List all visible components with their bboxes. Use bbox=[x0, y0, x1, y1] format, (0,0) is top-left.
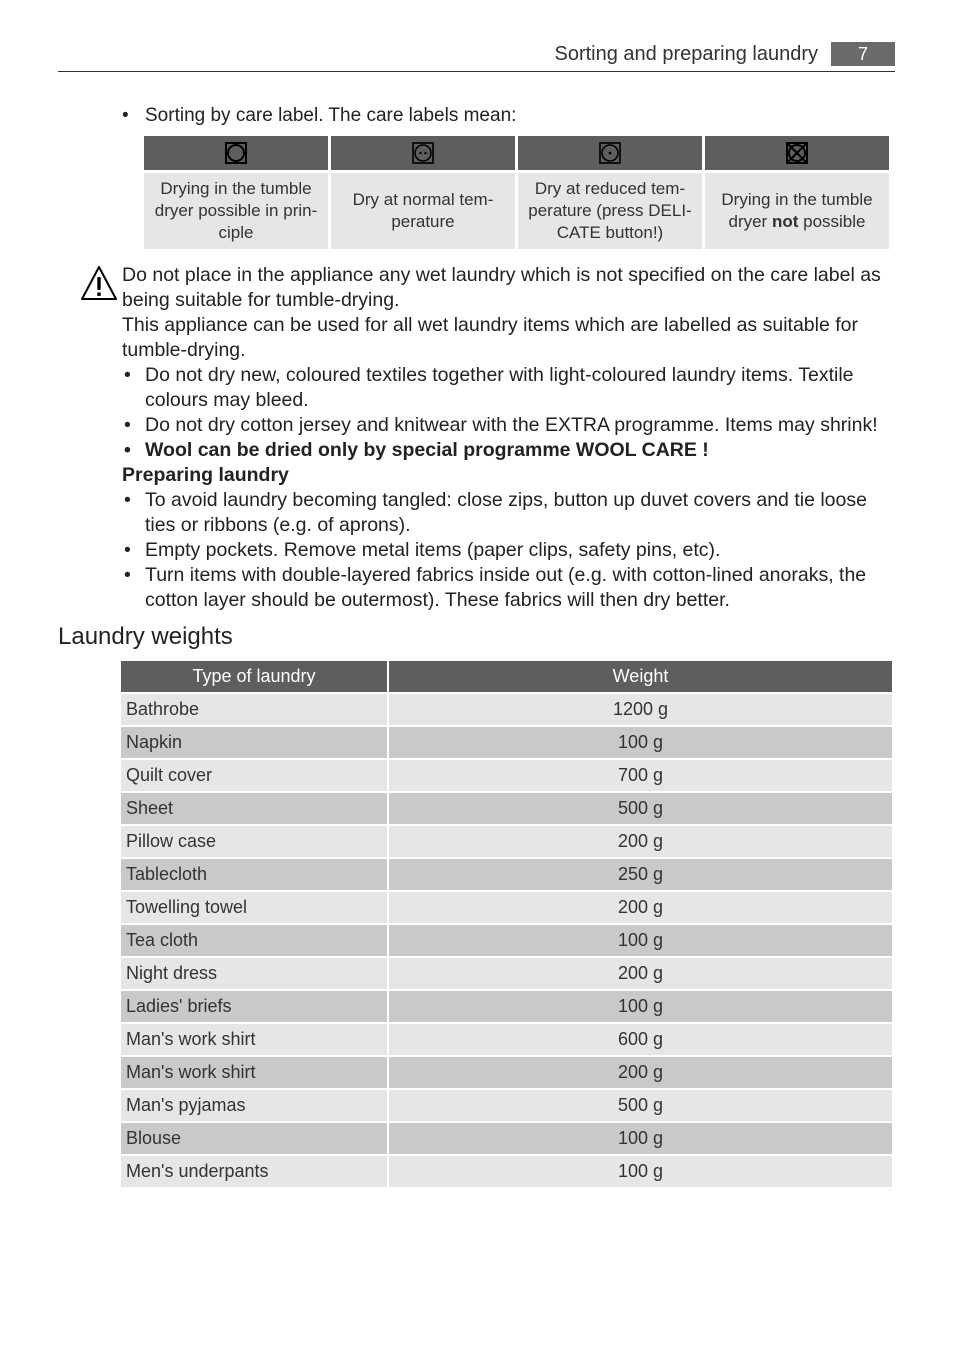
tumble-dry-icon bbox=[224, 141, 248, 165]
laundry-type-cell: Tablecloth bbox=[121, 859, 387, 890]
warning-block bbox=[80, 263, 900, 613]
care-icon-cell bbox=[331, 136, 515, 173]
table-row bbox=[121, 958, 892, 989]
care-text-cell bbox=[518, 173, 702, 249]
bullet-icon: • bbox=[122, 105, 129, 126]
list-item: • Wool can be dried only by special programme WOOL CARE ! bbox=[122, 438, 900, 463]
laundry-weight-cell: 200 g bbox=[389, 892, 892, 923]
care-text-row bbox=[144, 173, 889, 249]
no-tumble-dry-icon bbox=[785, 141, 809, 165]
table-row bbox=[121, 925, 892, 956]
laundry-weights-table bbox=[119, 659, 894, 1189]
section-header-title: Sorting and preparing laundry bbox=[554, 43, 818, 65]
table-row bbox=[121, 694, 892, 725]
laundry-weight-cell: 200 g bbox=[389, 958, 892, 989]
table-row bbox=[121, 991, 892, 1022]
table-row bbox=[121, 727, 892, 758]
table-row bbox=[121, 892, 892, 923]
table-row bbox=[121, 1090, 892, 1121]
preparing-bullets bbox=[122, 488, 900, 613]
laundry-weight-cell: 100 g bbox=[389, 1123, 892, 1154]
laundry-type-cell: Tea cloth bbox=[121, 925, 387, 956]
list-item: • Turn items with double-layered fabrics inside out (e.g. with cotton-lined anoraks, the cotton layer should be outermost). These fabrics will then dry better. bbox=[122, 563, 900, 613]
care-label-text: Dry at normal tem-perature bbox=[352, 190, 494, 231]
laundry-weight-cell: 500 g bbox=[389, 1090, 892, 1121]
laundry-type-cell: Pillow case bbox=[121, 826, 387, 857]
tumble-dry-normal-icon bbox=[411, 141, 435, 165]
care-text-cell bbox=[144, 173, 328, 249]
laundry-weight-cell: 200 g bbox=[389, 1057, 892, 1088]
care-text-cell bbox=[705, 173, 889, 249]
warning-text bbox=[122, 263, 900, 613]
laundry-weight-cell: 250 g bbox=[389, 859, 892, 890]
laundry-type-cell: Bathrobe bbox=[121, 694, 387, 725]
care-label-text: Drying in the tumble dryer bbox=[721, 190, 873, 231]
intro-text: Sorting by care label. The care labels mean: bbox=[145, 105, 517, 126]
laundry-weight-cell: 700 g bbox=[389, 760, 892, 791]
care-icon-cell bbox=[144, 136, 328, 173]
care-icon-cell bbox=[705, 136, 889, 173]
table-row bbox=[121, 1057, 892, 1088]
care-label-table bbox=[141, 136, 892, 249]
table-row bbox=[121, 1156, 892, 1187]
laundry-type-cell: Man's work shirt bbox=[121, 1057, 387, 1088]
laundry-weight-cell: 200 g bbox=[389, 826, 892, 857]
preparing-laundry-heading: Preparing laundry bbox=[122, 464, 289, 486]
warning-paragraph: Do not place in the appliance any wet laundry which is not specified on the care label as being suitable for tumble-drying. bbox=[122, 264, 881, 311]
warning-bullets bbox=[122, 363, 900, 463]
laundry-type-cell: Man's pyjamas bbox=[121, 1090, 387, 1121]
table-row bbox=[121, 793, 892, 824]
laundry-type-cell: Night dress bbox=[121, 958, 387, 989]
page-header bbox=[58, 40, 895, 72]
care-text-cell bbox=[331, 173, 515, 249]
laundry-type-cell: Towelling towel bbox=[121, 892, 387, 923]
care-label-text: Dry at reduced tem-perature (press DELI-CATE button!) bbox=[528, 179, 692, 242]
table-row bbox=[121, 826, 892, 857]
laundry-type-cell: Sheet bbox=[121, 793, 387, 824]
laundry-type-cell: Ladies' briefs bbox=[121, 991, 387, 1022]
list-item: • Do not dry cotton jersey and knitwear with the EXTRA programme. Items may shrink! bbox=[122, 413, 900, 438]
tumble-dry-reduced-icon bbox=[598, 141, 622, 165]
laundry-type-cell: Man's work shirt bbox=[121, 1024, 387, 1055]
column-header-weight: Weight bbox=[389, 661, 892, 692]
laundry-weight-cell: 100 g bbox=[389, 991, 892, 1022]
column-header-type: Type of laundry bbox=[121, 661, 387, 692]
care-label-bold: not bbox=[771, 212, 799, 231]
table-row bbox=[121, 1024, 892, 1055]
laundry-type-cell: Men's underpants bbox=[121, 1156, 387, 1187]
warning-triangle-icon bbox=[80, 265, 118, 301]
care-icon-cell bbox=[518, 136, 702, 173]
laundry-type-cell: Quilt cover bbox=[121, 760, 387, 791]
laundry-weight-cell: 100 g bbox=[389, 1156, 892, 1187]
list-item: • To avoid laundry becoming tangled: close zips, button up duvet covers and tie loose ties or ribbons (e.g. of aprons). bbox=[122, 488, 900, 538]
care-label-text: possible bbox=[798, 212, 866, 231]
page-number: 7 bbox=[831, 42, 895, 66]
laundry-weight-cell: 500 g bbox=[389, 793, 892, 824]
laundry-type-cell: Blouse bbox=[121, 1123, 387, 1154]
laundry-weight-cell: 100 g bbox=[389, 925, 892, 956]
laundry-weight-cell: 1200 g bbox=[389, 694, 892, 725]
care-label-text: Drying in the tumble dryer possible in prin-ciple bbox=[154, 179, 318, 242]
table-row bbox=[121, 760, 892, 791]
list-item: • Empty pockets. Remove metal items (paper clips, safety pins, etc). bbox=[122, 538, 900, 563]
list-item: • Do not dry new, coloured textiles together with light-coloured laundry items. Textile colours may bleed. bbox=[122, 363, 900, 413]
laundry-weight-cell: 100 g bbox=[389, 727, 892, 758]
laundry-weight-cell: 600 g bbox=[389, 1024, 892, 1055]
table-row bbox=[121, 1123, 892, 1154]
laundry-weights-title: Laundry weights bbox=[58, 623, 233, 650]
intro-line bbox=[122, 105, 516, 127]
table-row bbox=[121, 859, 892, 890]
table-header-row bbox=[121, 661, 892, 692]
warning-paragraph: This appliance can be used for all wet laundry items which are labelled as suitable for tumble-drying. bbox=[122, 314, 858, 361]
care-icon-row bbox=[144, 136, 889, 173]
laundry-type-cell: Napkin bbox=[121, 727, 387, 758]
